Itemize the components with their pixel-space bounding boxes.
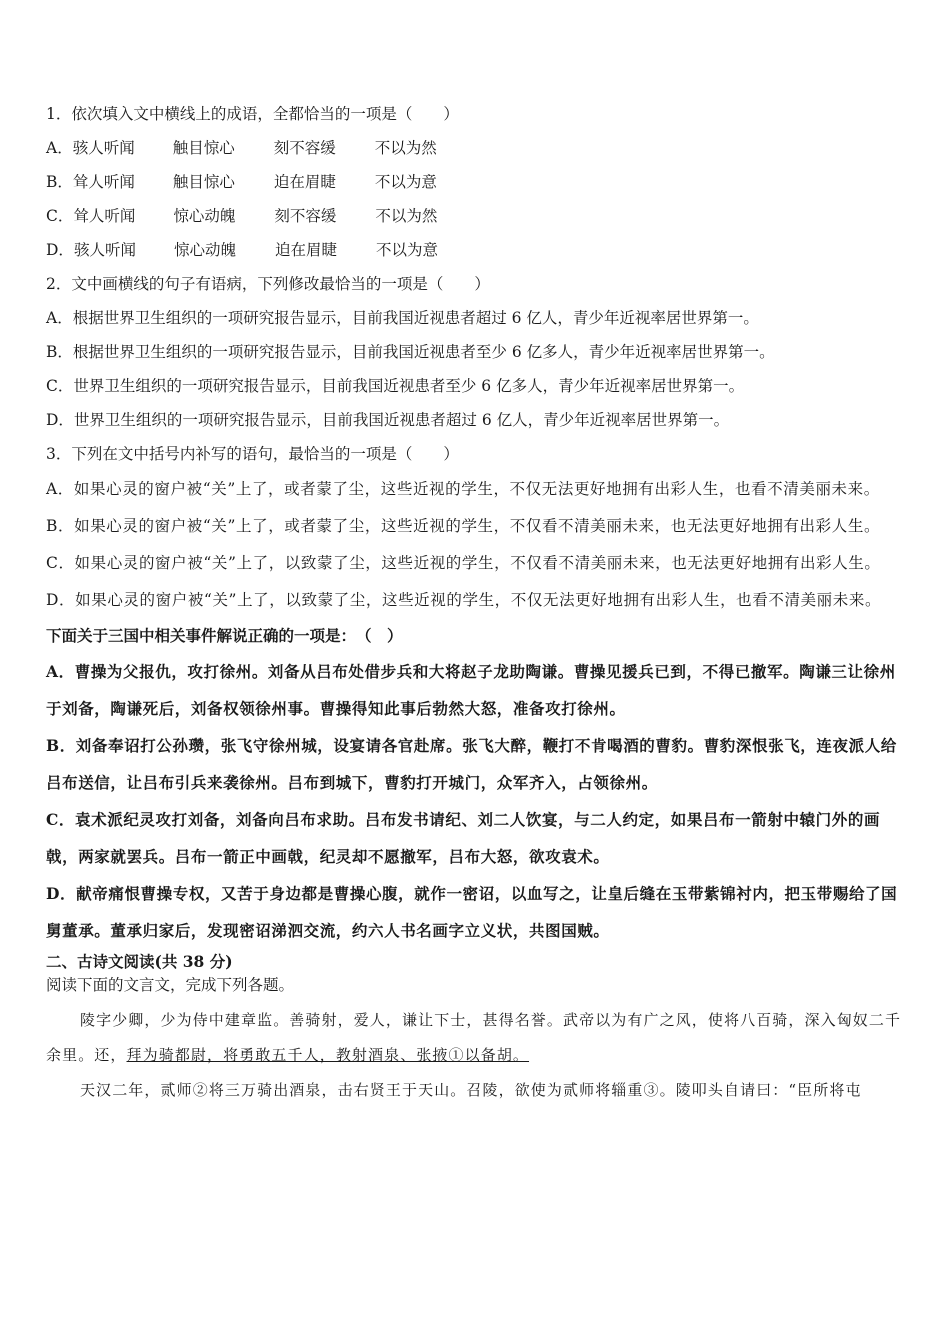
idiom: 惊心动魄 [173,241,236,259]
option-label: B． [46,173,73,191]
question-4-stem: 下面关于三国中相关事件解说正确的一项是： （ ） [46,626,403,645]
question-1-stem: 1．依次填入文中横线上的成语，全都恰当的一项是（ ） [46,105,459,123]
idiom: 惊心动魄 [173,207,236,225]
q4-option-a: A．曹操为父报仇，攻打徐州。刘备从吕布处借步兵和大将赵子龙助陶谦。曹操见援兵已到，不得已撤军。陶谦三让徐州于刘备，陶谦死后，刘备权领徐州事。曹操得知此事后勃然大怒，准备攻打徐州。 [46,662,896,718]
option-label: D． [46,241,74,259]
idiom: 迫在眉睫 [273,173,336,191]
idiom: 不以为然 [375,207,438,225]
idiom: 不以为然 [374,139,437,157]
question-2-stem: 2．文中画横线的句子有语病，下列修改最恰当的一项是（ ） [46,275,490,293]
q3-option-b: B．如果心灵的窗户被“关”上了，或者蒙了尘，这些近视的学生，不仅看不清美丽未来，也无法更好地拥有出彩人生。 [46,517,881,535]
idiom: 骇人听闻 [73,241,136,259]
q2-option-b: B．根据世界卫生组织的一项研究报告显示，目前我国近视患者至少 6 亿多人，青少年近视率居世界第一。 [46,343,775,361]
idiom: 迫在眉睫 [274,241,337,259]
q4-option-b: B．刘备奉诏打公孙瓒，张飞守徐州城，设宴请各官赴席。张飞大醉，鞭打不肯喝酒的曹豹。曹豹深恨张飞，连夜派人给吕布送信，让吕布引兵来袭徐州。吕布到城下，曹豹打开城门，众军齐入，占领徐州。 [46,736,897,792]
question-3-stem: 3．下列在文中括号内补写的语句，最恰当的一项是（ ） [46,445,459,463]
classical-paragraph-2: 天汉二年，贰师②将三万骑出酒泉，击右贤王于天山。召陵，欲使为贰师将辎重③。陵叩头自请曰：“臣所将屯 [80,1081,862,1099]
idiom: 耸人听闻 [73,207,136,225]
idiom: 刻不容缓 [274,207,337,225]
idiom: 刻不容缓 [273,139,336,157]
section-2-instruction: 阅读下面的文言文，完成下列各题。 [46,976,295,994]
idiom: 触目惊心 [172,173,235,191]
q4-option-c: C．袁术派纪灵攻打刘备，刘备向吕布求助。吕布发书请纪、刘二人饮宴，与二人约定，如果吕布一箭射中辕门外的画戟，两家就罢兵。吕布一箭正中画戟，纪灵却不愿撤军，吕布大怒，欲攻袁术。 [46,810,881,866]
idiom: 触目惊心 [172,139,235,157]
idiom: 骇人听闻 [72,139,135,157]
q4-option-d: D．献帝痛恨曹操专权，又苦于身边都是曹操心腹，就作一密诏，以血写之，让皇后缝在玉带紫锦衬内，把玉带赐给了国舅董承。董承归家后，发现密诏涕泗交流，约六人书名画字立义状，共图国贼。 [46,884,898,940]
exam-page [46,97,908,1108]
q2-option-d: D．世界卫生组织的一项研究报告显示，目前我国近视患者超过 6 亿人，青少年近视率居世界第一。 [46,411,730,429]
option-label: A． [46,139,73,157]
q3-option-d: D．如果心灵的窗户被“关”上了，以致蒙了尘，这些近视的学生，不仅无法更好地拥有出彩人生，也看不清美丽未来。 [46,591,882,609]
idiom: 耸人听闻 [72,173,135,191]
q3-option-a: A．如果心灵的窗户被“关”上了，或者蒙了尘，这些近视的学生，不仅无法更好地拥有出彩人生，也看不清美丽未来。 [46,480,880,498]
q1-option-a [46,131,908,165]
section-2-title: 二、古诗文阅读(共 38 分) [46,952,233,971]
q1-option-b [46,165,908,199]
q1-option-c [46,199,908,233]
classical-paragraph-1 [46,1003,908,1073]
q2-option-a: A．根据世界卫生组织的一项研究报告显示，目前我国近视患者超过 6 亿人，青少年近视率居世界第一。 [46,309,759,327]
q1-option-d [46,233,908,267]
option-label: C． [46,207,74,225]
underlined-sentence: 拜为骑都尉，将勇敢五千人，教射酒泉、张掖①以备胡。 [126,1046,530,1064]
idiom: 不以为意 [375,241,438,259]
q2-option-c: C．世界卫生组织的一项研究报告显示，目前我国近视患者至少 6 亿多人，青少年近视率居世界第一。 [46,377,745,395]
idiom: 不以为意 [374,173,437,191]
paragraph-text: 陵字少卿，少为侍中建章监。善骑射，爱人，谦让下士，甚得名誉。武帝以为有广之风，使将八百骑，深入匈奴二千余里。还， [46,1011,902,1064]
q3-option-c: C．如果心灵的窗户被“关”上了，以致蒙了尘，这些近视的学生，不仅看不清美丽未来，也无法更好地拥有出彩人生。 [46,554,881,572]
